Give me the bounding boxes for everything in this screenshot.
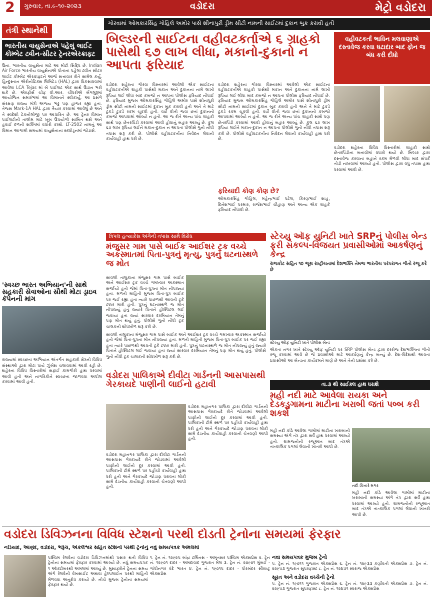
bottom-headline: વડોદરા ડિવિઝનના વિવિધ સ્ટેશનો પરથી દોડતી ટ્રેનોના સમયમાં ફેરફાર bbox=[4, 528, 341, 541]
paper-photo bbox=[106, 404, 186, 450]
mid-body-1: સાવલી તાલુકાના મંજુસર ગામ પાસે બાઈક અને આઈશર ટ્રક વચ્ચે ગમખ્વાર અકસ્માત સર્જાયો હતો જેમાં પિતા-પુત્રના મોત નીપજ્યા હતા. મળતી માહિતી મુજબ પિતા-પુત્ર બાઈક પર જઈ રહ્યા હતા ત્યારે પાછળથી આવતી ટ્રકે ટક્કર મારી હતી. પુત્રનું ઘટનાસ્થળે જ મોત નીપજ્યું હતું જ્યારે પિતાને હોસ્પિટલ લઈ જવાયા હતા જ્યાં સારવાર દરમિયાન તેમનું પણ મોત થયું હતું. પોલીસે ગુનો નોંધી ટ્રક ચાલકની શોધખોળ શરૂ કરી છે. bbox=[106, 275, 184, 329]
date-line: ગુરુવાર, તા.૯-૧૦-૨૦૨૩ bbox=[24, 3, 82, 10]
city-name: વડોદરા bbox=[190, 2, 215, 12]
lead-headline: બિલ્ડરની સાઈટના વહીવટકર્તાએ ૬ ગ્રાહકો પાસેથી ૬૭ લાખ લીધા, મકાનો-દુકાનો ન આપતા ફરિયાદ bbox=[106, 32, 321, 73]
srp-caption: સ્ટેચ્યુ ઓફ યુનિટી ખાતે પોલીસ બેન્ડ bbox=[270, 340, 330, 345]
left-column bbox=[2, 18, 102, 418]
bottom-subhead: નડિયાદ, આણંદ, વડોદરા, ભરૂચ, અંકલેશ્વર સહિત સ્ટેશનો પરથી ટ્રેનોનું નવું સમયપત્રક અમલમાં bbox=[4, 545, 200, 551]
left-section-body: રાજ્યમાં સ્વચ્છતા અભિયાન અંતર્ગત સહકારી ક્ષેત્રની વિવિધ સંસ્થાઓ દ્વારા મોટા પાયે ઝુંબેશ ચલાવવામાં આવી રહી છે. શહેરના વિવિધ વિસ્તારોમાં સફાઈ કામગીરી હાથ ધરવામાં આવી હતી અને નાગરિકોને સ્વચ્છતા જાળવવા અપીલ કરવામાં આવી હતી. bbox=[2, 357, 102, 385]
train-sub1: નવા સમયપત્રક મુજબ ટ્રેનો bbox=[272, 555, 327, 561]
question-body: ઓમકારસિંહ ગોહિલ, મહેન્દ્રભાઈ પટેલ, કિરણભાઈ શાહ, દિનેશભાઈ પરમાર, રાજેશભાઈ ચૌહાણ અને અન્ય એક ગ્રાહકે ફરિયાદ નોંધાવી છે. bbox=[218, 196, 330, 212]
croc-body: મહી નદી કાંઠે આવેલા ગામોમાં માટીના ખરાબાની સમસ્યા અંગે તંત્ર દ્વારા સર્વે હાથ ધરવામાં આવ્યો હતો. ગ્રામજનોની રજૂઆત બાદ તંત્રએ તાત્કાલિક પગલાં લેવાની ખાતરી આપી છે. bbox=[270, 428, 350, 450]
srp-body: એકતા નગર ખાતે સ્ટેચ્યુ ઑફ યુનિટી પર SRP પોલીસ બેન્ડ દ્વારા દરરોજ દેશભક્તિના ગીતો રજૂ કરવામાં આવે છે જે પ્રવાસીઓ માટે આકર્ષણનું કેન્દ્ર બન્યું છે. દેશ-વિદેશથી આવતા પ્રવાસીઓ આ બેન્ડના કાર્યક્રમને માણે છે અને તેની પ્રશંસા કરે છે. bbox=[270, 347, 430, 363]
paper-story-head bbox=[106, 372, 268, 402]
question-title: ફરિયાદી કોણ કોણ છે? bbox=[218, 187, 280, 195]
lead-story bbox=[106, 32, 331, 80]
column-label: તંત્રી સ્થાનેથી bbox=[2, 24, 52, 38]
train-list-3: ૫. ટ્રેન નં. ૧૯૦૧૧ ગુજરાત એક્સપ્રેસ ૬. ટ્રેન નં. ૧૨૯૩૩ કર્ણાવતી એક્સપ્રેસ ૭. ટ્રેન નં. ૨૨૯૫૩ ગુજરાત સુપરફાસ્ટ ૮. ટ્રેન નં. ૧૨૪૭૧ સ્વરાજ એક્સપ્રેસ bbox=[272, 581, 428, 592]
srp-subhead: રાજકોટ સહિત ૧૦ જૂથ રાષ્ટ્રીયતામાં દેશભક્તિ તેમજ ભારતીય પરંપરાગત ગીતો રજૂ કરે છે bbox=[270, 261, 427, 273]
sidebar-box: વહીવટકર્તા ભાવિન મલવાણાએ દસ્તાવેજ કરવા ઘટાદાર બાદ ફોન જ બંધ કરી દીધો bbox=[334, 32, 430, 84]
divider bbox=[2, 526, 430, 527]
croc-headline: મહી નદી માટે આવેલા રાયકા અને દેડકડુગામના માટીના ખરાબી જતાં પબ્બ કરી શકશે bbox=[270, 391, 420, 419]
srp-band-photo bbox=[270, 280, 430, 340]
train-list-2: ૫. ટ્રેન નં. ૧૯૦૧૧ ગુજરાત એક્સપ્રેસ ૬. ટ્રેન નં. ૧૨૯૩૩ કર્ણાવતી એક્સપ્રેસ ૭. ટ્રેન નં. ૨૨૯૫૩ ગુજરાત સુપરફાસ્ટ ૮. ટ્રેન નં. ૧૨૪૭૧ સ્વરાજ એક્સપ્રેસ bbox=[272, 561, 428, 572]
paper-headline: વડોદરા પાલિકાએ દીવીટા ગાર્ડનની આસપાસથી ગેરકાયદે પાણીની લાઈનો હટાવી bbox=[106, 371, 266, 390]
left-photo bbox=[2, 306, 102, 354]
train-photo bbox=[4, 555, 46, 597]
paper-body-1: વડોદરા મહાનગર પાલિકા દ્વારા દીવીટા ગાર્ડનની આસપાસ ગેરકાયદે રીતે જોડવામાં આવેલી પાણીની લાઈનો દૂર કરવામાં આવી હતી. પાલિકાની ટીમે સ્થળ પર પહોંચી કાર્યવાહી હાથ ધરી હતી અને ગેરકાયદે જોડાણ ધરાવતા લોકો સામે દંડનીય કાર્યવાહી કરવાની ચેતવણી આપી હતી. bbox=[188, 404, 268, 442]
right-top-body: વડોદરા શહેરના વિવિધ વિસ્તારોમાં ગ્રાહકો સાથે છેતરપિંડીના બનાવોમાં વધારો થયો છે. બિલ્ડર દ્વારા દસ્તાવેજ કરવાના બહાને રકમ મેળવી લીધા બાદ સંપર્ક તોડી નાખવામાં આવ્યો હતો. પોલીસ દ્વારા વધુ તપાસ હાથ ધરવામાં આવી છે. bbox=[334, 145, 430, 172]
lead-body-1: વડોદરા શહેરના ગોરવા વિસ્તારમાં આવેલી એક સાઈટના વહીવટકર્તાએ ગ્રાહકો પાસેથી મકાન અને દુકાનના નામે લાખો રૂપિયા લઈ લીધા બાદ કબજો ન આપતા પોલીસ ફરિયાદ નોંધાઈ છે. ફરિયાદ મુજબ ઓમકારસિંહ ગોહિલે અમોર પાસે શીનાપુરી ડ્રીમ સીટી નામની સાઈટમાં દુકાન બુક કરાવી હતી અને તે માટે ટુકડે ટુકડે રકમ ચૂકવી હતી. વર્ષો વીતી જવા છતાં દુકાનનો કબજો આપવામાં આવ્યો ન હતો. આ જ રીતે અન્ય પાંચ ગ્રાહકો સાથે પણ છેતરપિંડી કરવામાં આવી હોવાનું બહાર આવ્યું છે. કુલ ૬૭ લાખ રૂપિયા લઈને મકાન-દુકાન ન આપતા પોલીસે ગુનો નોંધી તપાસ શરૂ કરી છે. પોલીસે વહીવટકર્તાના નિવેદન લેવાની કાર્યવાહી હાથ ધરી છે. bbox=[106, 82, 214, 142]
person-photo-1 bbox=[334, 86, 380, 142]
train-sub2: સૂરત અને વડોદરા વચ્ચેની ટ્રેનો bbox=[272, 575, 335, 581]
page-header bbox=[0, 0, 432, 16]
mid-body-2: સાવલી તાલુકાના મંજુસર ગામ પાસે બાઈક અને આઈશર ટ્રક વચ્ચે ગમખ્વાર અકસ્માત સર્જાયો હતો જેમાં પિતા-પુત્રના મોત નીપજ્યા હતા. મળતી માહિતી મુજબ પિતા-પુત્ર બાઈક પર જઈ રહ્યા હતા ત્યારે પાછળથી આવતી ટ્રકે ટક્કર મારી હતી. પુત્રનું ઘટનાસ્થળે જ મોત નીપજ્યું હતું જ્યારે પિતાને હોસ્પિટલ લઈ જવાયા હતા જ્યાં સારવાર દરમિયાન તેમનું પણ મોત થયું હતું. પોલીસે ગુનો નોંધી ટ્રક ચાલકની શોધખોળ શરૂ કરી છે. bbox=[106, 332, 266, 359]
train-right-block bbox=[272, 555, 428, 598]
question-box bbox=[218, 188, 330, 232]
croc-tag: તા.૩ થી સાઈક્લ હાથ ધરાશે bbox=[270, 380, 430, 390]
left-section-headline: 'સ્વચ્છ ભારત અભિયાન'ની સાથે સહકારી સેવાઓના સૌથી મોટા ડ્રાઇવ કૅપેનની માંગ bbox=[2, 281, 97, 304]
lead-body-2: વડોદરા શહેરના ગોરવા વિસ્તારમાં આવેલી એક સાઈટના વહીવટકર્તાએ ગ્રાહકો પાસેથી મકાન અને દુકાનના નામે લાખો રૂપિયા લઈ લીધા બાદ કબજો ન આપતા પોલીસ ફરિયાદ નોંધાઈ છે. ફરિયાદ મુજબ ઓમકારસિંહ ગોહિલે અમોર પાસે શીનાપુરી ડ્રીમ સીટી નામની સાઈટમાં દુકાન બુક કરાવી હતી અને તે માટે ટુકડે ટુકડે રકમ ચૂકવી હતી. વર્ષો વીતી જવા છતાં દુકાનનો કબજો આપવામાં આવ્યો ન હતો. આ જ રીતે અન્ય પાંચ ગ્રાહકો સાથે પણ છેતરપિંડી કરવામાં આવી હોવાનું બહાર આવ્યું છે. કુલ ૬૭ લાખ રૂપિયા લઈને મકાન-દુકાન ન આપતા પોલીસે ગુનો નોંધી તપાસ શરૂ કરી છે. પોલીસે વહીવટકર્તાના નિવેદન લેવાની કાર્યવાહી હાથ ધરી છે. bbox=[218, 82, 330, 142]
left-headline: ભારતીય વાયુસેનાએ પહેલું લાઈટ કોમ્બેટ ટ્વીન-સીટર ટ્રેનરએરક્રાફ્ટ bbox=[2, 40, 102, 60]
accident-photo bbox=[186, 275, 266, 330]
person-photo-2 bbox=[384, 86, 430, 142]
mid-kicker: ત્રિપલ હત્યાકેસ અંગેની તપાસ સામે વિરોધ bbox=[106, 233, 266, 241]
train-list-1: ૧. ટ્રેન નં. ૧૨૯૨૫ બાંદ્રા ટર્મિનસ - અમૃતસર પશ્ચિમ એક્સપ્રેસ ૨. ટ્રેન નં. ૧૨૯૦૧ દાદર - અમદાવાદ ગુજરાત મેલ ૩. ટ્રેન નં. ૨૦૯૦૧ મુંબઈ - ગાંધીનગર વંદે ભારત ૪. ટ્રેન નં. ૧૯૦૧૫ દાદર - પોરબંદર સૌરાષ્ટ્ર એક્સપ્રેસ bbox=[150, 555, 270, 577]
edition-name: મેટ્રો વડોદરા bbox=[375, 1, 426, 14]
paper-body-2: વડોદરા મહાનગર પાલિકા દ્વારા દીવીટા ગાર્ડનની આસપાસ ગેરકાયદે રીતે જોડવામાં આવેલી પાણીની લાઈનો દૂર કરવામાં આવી હતી. પાલિકાની ટીમે સ્થળ પર પહોંચી કાર્યવાહી હાથ ધરી હતી અને ગેરકાયદે જોડાણ ધરાવતા લોકો સામે દંડનીય કાર્યવાહી કરવાની ચેતવણી આપી હતી. bbox=[106, 452, 186, 490]
srp-story-head bbox=[270, 233, 430, 278]
srp-headline: સ્ટેચ્યુ ઑફ યુનિટી ખાતે SRPનું પોલીસ બેન્ડ ફરી સંકલ્પ-વિજયત પ્રવાસીઓમાં આકર્ષણનું કેન્દ્ર bbox=[270, 232, 427, 260]
page-number: 2 bbox=[0, 0, 20, 16]
croc-photo bbox=[352, 428, 430, 482]
mid-story-head bbox=[106, 233, 266, 273]
croc-body-2: મહી નદી કાંઠે આવેલા ગામોમાં માટીના ખરાબાની સમસ્યા અંગે તંત્ર દ્વારા સર્વે હાથ ધરવામાં આવ્યો હતો. ગ્રામજનોની રજૂઆત બાદ તંત્રએ તાત્કાલિક પગલાં લેવાની ખાતરી આપી છે. bbox=[352, 490, 430, 517]
left-body: ઉના. ભારતીય વાયુસેના માટે આ મોટી સિદ્ધિ છે. Indian Air Force ભારતીય વાયુસેનાએ પોતાના પહેલા ટ્વીન સીટર લાઈટ કોમ્બેટ એરક્રાફ્ટને આજે સત્તાવાર રીતે સામેલ કર્યું. હિન્દુસ્તાન એરોનોટિક્સ લિમિટેડ (HAL) દ્વારા વિકસાવવામાં આવેલા LCA Tejas માં બે પાઈલટ એક સાથે ઉડાન ભરી શકે છે. એરફોર્સ ચીફ વી.આર. ચૌધરીએ બેંગલુરૂમાં આયોજિત સમારંભમાં આ વિમાનને સ્વીકાર્યું. આ પ્રસંગે સંરક્ષણ રાજ્ય મંત્રી અજય ભટ્ટ પણ હાજર રહ્યા હતા. તેજસ Mark-1A HAL દ્વારા તૈયાર કરવામાં આવેલું છે અને તે સ્વદેશી ટેકનોલોજી પર આધારિત છે. આ ટ્રેનર વિમાન પાઈલટોની તાલીમ માટે ખૂબ ઉપયોગી સાબિત થશે અને હવાઈ દળની શક્તિમાં વધારો કરશે. LT-2502 નામનું આ વિમાન આગામી સમયમાં વાયુસેનાના સ્ક્વોડ્રનમાં જોડાશે. bbox=[2, 63, 102, 133]
bottom-body: પશ્ચિમ રેલવેના વડોદરા ડિવિઝનમાંથી પસાર થતી વિવિધ ટ્રેનોના સમયમાં ફેરફાર કરવામાં આવ્યો છે. નવું સમયપત્રક ૧ ઑક્ટોબરથી અમલમાં આવ્યું છે. મુસાફરોને ટ્રેનના સમય અંગે રેલવેની વેબસાઈટ અથવા હેલ્પલાઈન પરથી માહિતી મેળવવા અનુરોધ કરાયો છે. નીચે મુજબ ટ્રેનોના સમયમાં ફેરફાર થયો છે. bbox=[48, 555, 148, 588]
ticker: ગોરવામાં ઓમકારસિંહ ગોહિલે અમોર પાસે શીનાપુરી ડ્રીમ સીટી નામની સાઈટમાં દુકાન બુક કરાવી હતી bbox=[104, 18, 430, 30]
croc-caption: નદી કિનારે મગર bbox=[352, 483, 379, 488]
mid-headline: મંજુસર ગામ પાસે બાઈક આઈશર ટ્રક વચ્ચે અકસ્માતમાં પિતા-પુત્રનું મૃત્યુ, પુત્રનું ઘટનાસ્થળે જ મોત bbox=[106, 242, 259, 268]
